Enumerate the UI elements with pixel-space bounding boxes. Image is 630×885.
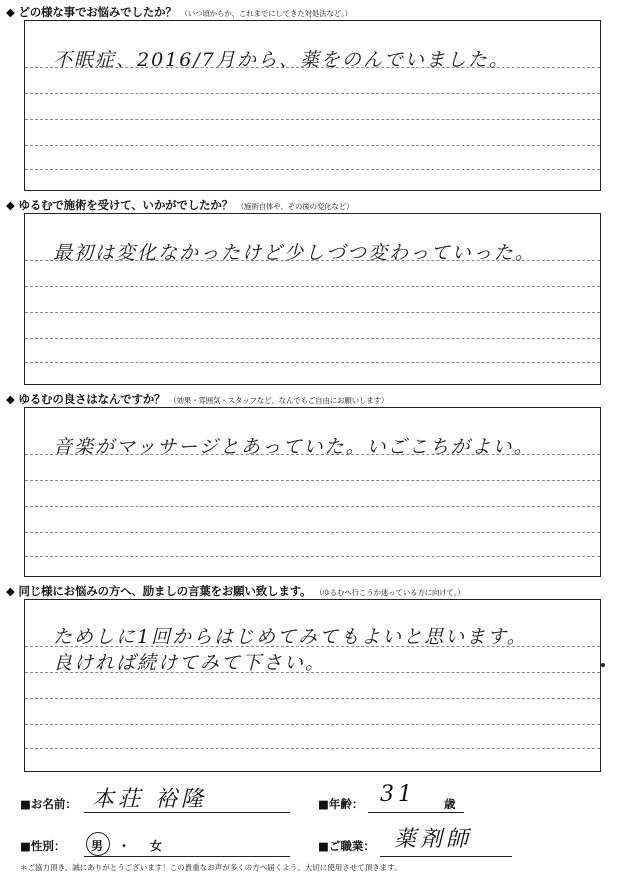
name-underline <box>84 812 290 813</box>
section-2-answer-line-1: 最初は変化なかったけど少しづつ変わっていった。 <box>53 242 536 264</box>
gender-male-option[interactable]: 男 <box>91 839 104 853</box>
footer-note: ＊ご協力頂き、誠にありがとうございます！この貴重なお声が多くの方へ届くよう、大切に使用させて頂きます。 <box>20 863 402 872</box>
stray-dot <box>601 663 605 667</box>
section-4-question: ◆ 同じ様にお悩みの方へ、励ましの言葉をお願い致します。 （ゆるむへ行こうか迷っている方に向けて。） <box>6 584 465 598</box>
gender-underline <box>84 856 290 857</box>
age-unit: 歳 <box>444 797 456 811</box>
section-3-question: ◆ ゆるむの良さはなんですか？ （効果・雰囲気・スタッフなど、なんでもご自由にお願いします） <box>6 392 389 406</box>
age-value: 31 <box>380 782 416 807</box>
job-underline <box>380 856 512 857</box>
section-1-answer-line-1: 不眠症、2016/7月から、薬をのんでいました。 <box>53 49 510 71</box>
gender-female-option[interactable]: 女 <box>150 839 163 853</box>
section-4-answer-line-2: 良ければ続けてみて下さい。 <box>53 652 327 674</box>
section-3-answer-line-1: 音楽がマッサージとあっていた。いごこちがよい。 <box>53 436 535 458</box>
job-label: ■ご職業： <box>318 839 375 853</box>
job-value: 薬剤師 <box>394 827 473 852</box>
section-4-answer-line-1: ためしに1回からはじめてみてもよいと思います。 <box>53 626 528 648</box>
age-underline <box>368 812 464 813</box>
section-4-answer-box <box>24 599 601 772</box>
gender-separator: ・ <box>118 839 131 853</box>
age-label: ■年齢： <box>318 797 364 811</box>
section-2-question: ◆ ゆるむで施術を受けて、いかがでしたか？ （施術自体や、その後の変化など） <box>6 198 354 212</box>
name-label: ■お名前： <box>20 797 77 811</box>
name-value: 本荘 裕隆 <box>92 787 207 812</box>
section-2-answer-box <box>24 213 601 385</box>
section-3-answer-box <box>24 407 601 577</box>
section-1-answer-box <box>24 20 601 191</box>
section-1-question: ◆ どの様な事でお悩みでしたか？ （いつ頃からか、これまでにしてきた対処法など。） <box>6 5 352 19</box>
gender-label: ■性別： <box>20 839 66 853</box>
